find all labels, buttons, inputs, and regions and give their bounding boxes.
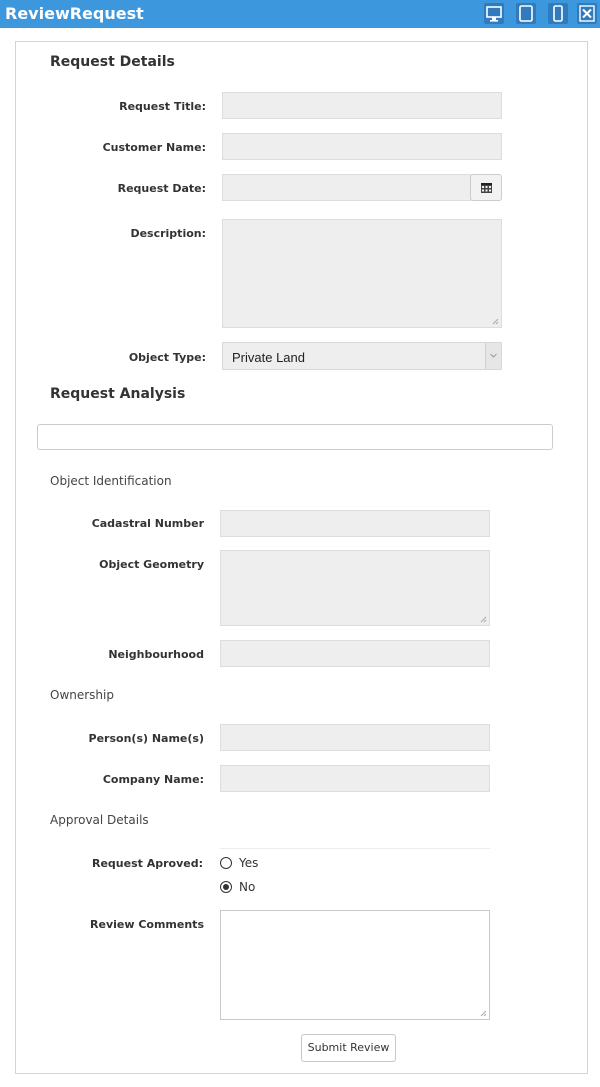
cadastral-number-label: Cadastral Number bbox=[91, 517, 204, 530]
request-details-heading: Request Details bbox=[50, 54, 175, 70]
object-type-select[interactable] bbox=[222, 342, 502, 370]
neighbourhood-input[interactable] bbox=[220, 640, 490, 667]
close-icon bbox=[577, 3, 597, 24]
approval-details-group-label: Approval Details bbox=[50, 813, 149, 827]
radio-yes-label[interactable]: Yes bbox=[239, 856, 259, 870]
cadastral-number-input[interactable] bbox=[220, 510, 490, 537]
customer-name-label: Customer Name: bbox=[102, 141, 206, 154]
request-date-label: Request Date: bbox=[117, 182, 206, 195]
chevron-down-icon bbox=[486, 343, 501, 369]
object-type-label: Object Type: bbox=[128, 351, 206, 364]
customer-name-input[interactable] bbox=[222, 133, 502, 160]
radio-no[interactable] bbox=[220, 881, 232, 893]
request-analysis-heading: Request Analysis bbox=[50, 386, 186, 402]
tablet-view-button[interactable] bbox=[516, 3, 536, 24]
analysis-input[interactable] bbox=[37, 424, 553, 450]
resize-grip-icon[interactable] bbox=[480, 616, 487, 623]
request-title-label: Request Title: bbox=[119, 100, 206, 113]
submit-review-button[interactable]: Submit Review bbox=[301, 1034, 396, 1062]
radio-yes[interactable] bbox=[220, 857, 232, 869]
desktop-view-icon bbox=[484, 3, 504, 24]
radio-no-label[interactable]: No bbox=[239, 880, 256, 894]
divider bbox=[220, 848, 490, 849]
request-title-input[interactable] bbox=[222, 92, 502, 119]
object-type-value: Private Land bbox=[232, 350, 305, 365]
resize-grip-icon[interactable] bbox=[492, 318, 499, 325]
dropdown-toggle[interactable] bbox=[485, 343, 501, 369]
window-title: ReviewRequest bbox=[5, 4, 144, 23]
request-approved-label: Request Aproved: bbox=[91, 857, 203, 870]
persons-names-label: Person(s) Name(s) bbox=[88, 732, 204, 745]
object-geometry-label: Object Geometry bbox=[99, 558, 204, 571]
ownership-group-label: Ownership bbox=[50, 688, 114, 702]
resize-grip-icon[interactable] bbox=[480, 1010, 487, 1017]
request-date-input[interactable] bbox=[222, 174, 471, 201]
calendar-icon bbox=[471, 175, 501, 200]
tablet-view-icon bbox=[516, 3, 536, 24]
title-bar bbox=[0, 0, 600, 28]
review-comments-label: Review Comments bbox=[90, 918, 204, 931]
phone-view-button[interactable] bbox=[548, 3, 568, 24]
date-picker-button[interactable] bbox=[470, 174, 502, 201]
object-geometry-textarea[interactable] bbox=[220, 550, 490, 626]
object-identification-group-label: Object Identification bbox=[50, 474, 172, 488]
description-textarea[interactable] bbox=[222, 219, 502, 328]
close-button[interactable] bbox=[577, 3, 597, 24]
description-label: Description: bbox=[130, 227, 206, 240]
desktop-view-button[interactable] bbox=[484, 3, 504, 24]
persons-names-input[interactable] bbox=[220, 724, 490, 751]
company-name-input[interactable] bbox=[220, 765, 490, 792]
company-name-label: Company Name: bbox=[102, 773, 204, 786]
neighbourhood-label: Neighbourhood bbox=[108, 648, 204, 661]
phone-view-icon bbox=[548, 3, 568, 24]
review-comments-textarea[interactable] bbox=[220, 910, 490, 1020]
